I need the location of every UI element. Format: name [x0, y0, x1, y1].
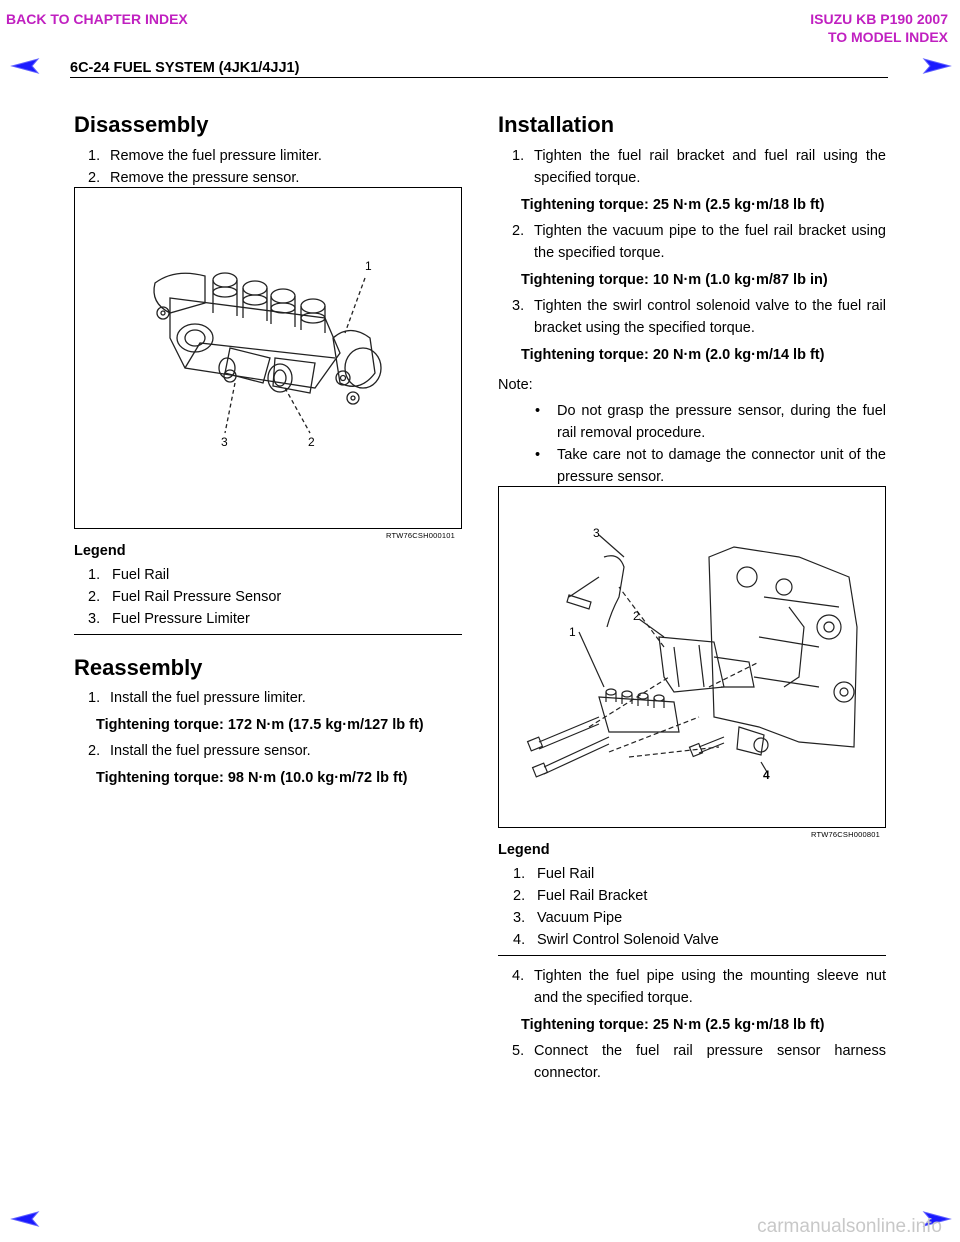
figure1-callout-1: 1: [365, 259, 372, 273]
page-header-title: 6C-24 FUEL SYSTEM (4JK1/4JJ1): [70, 60, 300, 76]
header-divider: [70, 77, 888, 78]
fuel-rail-disassembly-figure: [74, 187, 462, 529]
installation-torque-4: Tightening torque: 25 N·m (2.5 kg·m/18 lb ft): [521, 1017, 825, 1033]
fuel-rail-bracket-illustration: [499, 487, 885, 827]
site-watermark: carmanualsonline.info: [757, 1216, 942, 1237]
installation-torque-3: Tightening torque: 20 N·m (2.0 kg·m/14 lb ft): [521, 347, 825, 363]
installation-step-5: 5. Connect the fuel rail pressure sensor harness connector.: [512, 1043, 886, 1081]
note-bullet-2: • Take care not to damage the connector unit of the pressure sensor.: [535, 447, 886, 485]
figure2-callout-2: 2: [633, 609, 640, 623]
reassembly-torque-1: Tightening torque: 172 N·m (17.5 kg·m/127 lb ft): [96, 717, 424, 733]
installation-step-1: 1. Tighten the fuel rail bracket and fuel rail using the specified torque.: [512, 148, 886, 186]
installation-heading: Installation: [498, 112, 615, 137]
installation-legend-title: Legend: [498, 842, 550, 858]
reassembly-heading: Reassembly: [74, 655, 203, 680]
next-page-arrow-icon[interactable]: [922, 57, 952, 75]
note-label: Note:: [498, 377, 533, 393]
note-bullet-1: • Do not grasp the pressure sensor, during the fuel rail removal procedure.: [535, 403, 886, 441]
figure1-callout-2: 2: [308, 435, 315, 449]
installation-step-3: 3. Tighten the swirl control solenoid valve to the fuel rail bracket using the specified torque.: [512, 298, 886, 336]
installation-torque-2: Tightening torque: 10 N·m (1.0 kg·m/87 lb in): [521, 272, 828, 288]
disassembly-legend-title: Legend: [74, 543, 126, 559]
fuel-rail-installation-figure: [498, 486, 886, 828]
reassembly-torque-2: Tightening torque: 98 N·m (10.0 kg·m/72 lb ft): [96, 770, 408, 786]
installation-step-2: 2. Tighten the vacuum pipe to the fuel rail bracket using the specified torque.: [512, 223, 886, 261]
disassembly-heading: Disassembly: [74, 112, 209, 137]
to-model-index-link[interactable]: TO MODEL INDEX: [827, 29, 948, 45]
previous-page-arrow-icon[interactable]: [10, 57, 40, 75]
model-title-link[interactable]: ISUZU KB P190 2007: [810, 11, 948, 27]
figure1-callout-3: 3: [221, 435, 228, 449]
figure1-caption: RTW76CSH000101: [386, 531, 455, 540]
figure2-callout-1: 1: [569, 625, 576, 639]
installation-torque-1: Tightening torque: 25 N·m (2.5 kg·m/18 lb ft): [521, 197, 825, 213]
fuel-rail-illustration: [75, 188, 461, 528]
disassembly-legend-rule: [74, 634, 462, 635]
figure2-callout-4: 4: [763, 768, 770, 782]
back-to-chapter-index-link[interactable]: BACK TO CHAPTER INDEX: [6, 11, 188, 27]
previous-page-arrow-bottom-icon[interactable]: [10, 1210, 40, 1228]
figure2-callout-3: 3: [593, 526, 600, 540]
installation-step-4: 4. Tighten the fuel pipe using the mounting sleeve nut and the specified torque.: [512, 968, 886, 1006]
figure2-caption: RTW76CSH000801: [811, 830, 880, 839]
installation-legend-rule: [498, 955, 886, 956]
